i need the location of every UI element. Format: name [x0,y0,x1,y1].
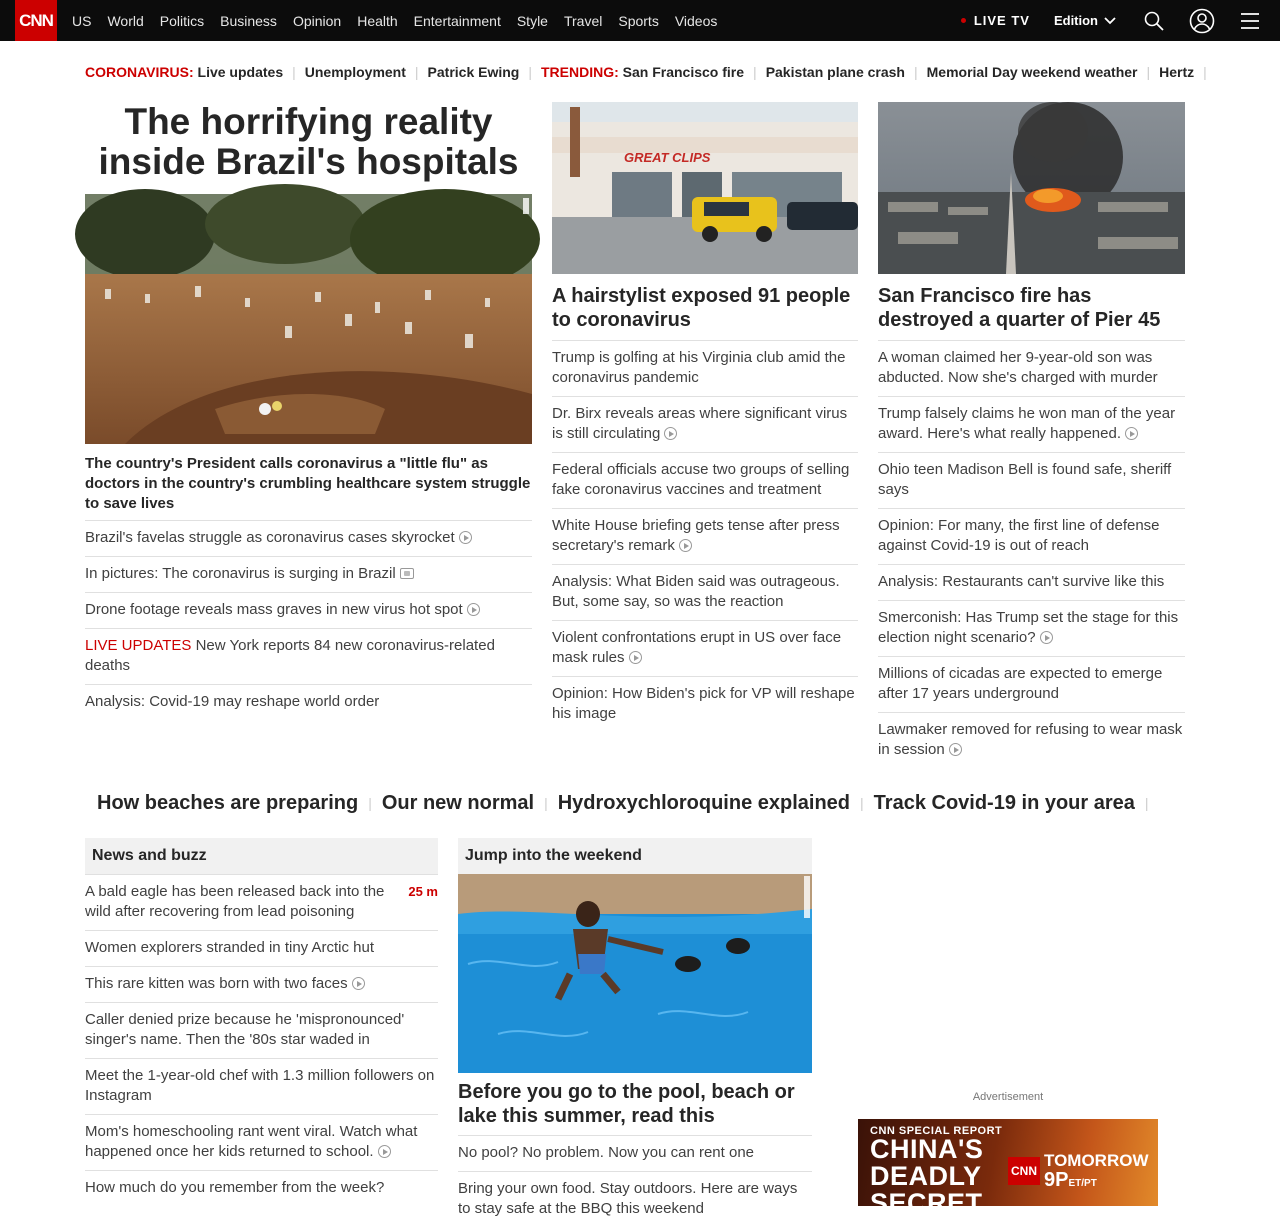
top-nav [0,0,1280,41]
second-list [552,340,858,732]
trending-link[interactable]: Memorial Day weekend weather [926,64,1138,80]
nav-item-style[interactable]: Style [516,12,548,29]
trending-link[interactable]: Hertz [1159,64,1195,80]
news-buzz-list [85,874,438,1206]
live-tv-label: LIVE TV [973,13,1030,28]
list-item-text: Dr. Birx reveals areas where significant virus is still circulating [552,405,848,442]
play-icon [664,427,677,440]
live-updates-label: LIVE UPDATES [85,637,192,654]
weekend-column [458,838,812,1227]
separator: | [368,795,372,811]
news-buzz-header: News and buzz [85,838,438,874]
play-icon [352,977,365,990]
ad-time-zone: ET/PT [1068,1178,1097,1189]
list-item-text: A bald eagle has been released back into the wild after recovering from lead poisoning [85,883,385,920]
list-item-text: Federal officials accuse two groups of selling fake coronavirus vaccines and treatment [552,461,850,498]
section-link[interactable]: How beaches are preparing [97,791,359,814]
list-item-text: Opinion: How Biden's pick for VP will reshape his image [552,685,855,722]
nav-item-us[interactable]: US [72,12,92,29]
edition-label: Edition [1053,13,1098,28]
list-item[interactable] [878,452,1185,508]
list-item-text: A woman claimed her 9-year-old son was abducted. Now she's charged with murder [878,349,1158,386]
list-item[interactable] [878,712,1185,768]
list-item-text: No pool? No problem. Now you can rent one [458,1144,755,1161]
live-dot-icon [961,18,966,23]
play-icon [629,651,642,664]
list-item[interactable] [552,340,858,396]
list-item[interactable] [458,1135,812,1171]
play-icon [1040,631,1053,644]
list-item-text: Drone footage reveals mass graves in new virus hot spot [85,601,463,618]
hairstylist-headline[interactable]: A hairstylist exposed 91 people to coronavirus [552,285,851,331]
weekend-header: Jump into the weekend [458,838,812,874]
list-item[interactable] [458,1171,812,1227]
list-item-text: New York reports 84 new coronavirus-related deaths [85,637,495,674]
list-item-text: Bring your own food. Stay outdoors. Here are ways to stay safe at the BBQ this weekend [458,1180,798,1217]
list-item-text: Trump is golfing at his Virginia club amid the coronavirus pandemic [552,349,846,386]
list-item-text: Women explorers stranded in tiny Arctic hut [85,939,375,956]
ad-title-line: DEADLY [870,1161,982,1191]
nav-item-opinion[interactable]: Opinion [292,12,342,29]
hero-list [85,520,532,720]
ad-time [1044,1169,1097,1192]
ad-kicker: CNN SPECIAL REPORT [870,1125,1003,1137]
gallery-icon [400,568,414,579]
list-item-text: Caller denied prize because he 'mispronounced' singer's name. Then the '80s star waded in [85,1011,405,1048]
section-links [97,790,1197,816]
trending-link[interactable]: San Francisco fire [622,64,745,80]
list-item-text: Meet the 1-year-old chef with 1.3 million followers on Instagram [85,1067,435,1104]
list-item[interactable] [85,1002,438,1058]
trending-link[interactable]: Unemployment [304,64,406,80]
list-item-text: Mom's homeschooling rant went viral. Watch what happened once her kids returned to school. [85,1123,418,1160]
nav-item-politics[interactable]: Politics [159,12,205,29]
trending-bar [85,62,1207,82]
storefront-sign: GREAT CLIPS [624,150,711,165]
list-item[interactable] [878,508,1185,564]
list-item-text: Violent confrontations erupt in US over face mask rules [552,629,842,666]
list-item[interactable] [552,508,858,564]
list-item[interactable] [878,600,1185,656]
list-item-text: Analysis: What Biden said was outrageous. But, some say, so was the reaction [552,573,840,610]
lead-column [85,102,532,720]
list-item[interactable] [878,340,1185,396]
ad-label: Advertisement [972,1091,1044,1103]
hero-image[interactable] [85,194,532,444]
cnn-logo[interactable]: CNN [15,0,57,41]
list-item[interactable] [552,620,858,676]
advertisement[interactable] [858,1119,1158,1218]
fire-headline[interactable]: San Francisco fire has destroyed a quarter of Pier 45 [878,285,1161,331]
list-item[interactable] [85,628,532,684]
third-column [878,102,1185,768]
second-column [552,102,858,732]
ad-title [870,1136,983,1217]
list-item-text: Analysis: Restaurants can't survive like this [878,573,1165,590]
list-item[interactable] [85,556,532,592]
nav-links [64,0,725,41]
nav-item-travel[interactable]: Travel [563,12,603,29]
chevron-down-icon [1104,17,1116,25]
separator: | [292,64,296,80]
ad-time-value: 9P [1044,1169,1069,1191]
list-item[interactable] [552,676,858,732]
hero-lead[interactable]: The country's President calls coronavirus a "little flu" as doctors in the country's crumbling healthcare system struggle to save lives [85,455,531,512]
weekend-headline[interactable]: Before you go to the pool, beach or lake this summer, read this [458,1081,795,1127]
fire-image[interactable] [878,102,1185,274]
nav-item-world[interactable]: World [107,12,144,29]
list-item[interactable] [85,684,532,720]
nav-item-business[interactable]: Business [220,12,277,29]
list-item-text: Millions of cicadas are expected to emerge after 17 years underground [878,665,1163,702]
separator: | [544,795,548,811]
play-icon [378,1145,391,1158]
separator: | [1203,64,1207,80]
trending-link[interactable]: Live updates [197,64,284,80]
list-item-text: Ohio teen Madison Bell is found safe, sheriff says [878,461,1172,498]
nav-item-sports[interactable]: Sports [618,12,659,29]
trending-link[interactable]: Patrick Ewing [427,64,520,80]
ad-title-line: SECRET [870,1188,983,1218]
list-item-text: Analysis: Covid-19 may reshape world order [85,693,380,710]
list-item[interactable] [878,396,1185,452]
list-item[interactable] [552,452,858,508]
hairstylist-image[interactable] [552,102,858,274]
section-link[interactable]: Hydroxychloroquine explained [557,791,851,814]
list-item-text: Smerconish: Has Trump set the stage for this election night scenario? [878,609,1179,646]
trending-label: TRENDING: [540,64,619,80]
separator: | [913,64,918,80]
list-item[interactable] [878,656,1185,712]
live-tv-link[interactable] [961,13,1030,28]
ad-title-line: CHINA'S [870,1134,984,1164]
search-icon[interactable] [1142,9,1166,33]
list-item[interactable] [85,874,438,930]
nav-item-health[interactable]: Health [357,12,398,29]
list-item[interactable] [85,966,438,1002]
ad-when: TOMORROW [1044,1151,1149,1170]
section-link[interactable]: Track Covid-19 in your area [873,791,1135,814]
separator: | [860,795,864,811]
trending-link[interactable]: Pakistan plane crash [765,64,905,80]
news-buzz-column [85,838,438,1206]
play-icon [949,743,962,756]
list-item-text: Opinion: For many, the first line of defense against Covid-19 is out of reach [878,517,1160,554]
third-list [878,340,1185,768]
separator: | [414,64,419,80]
list-item-text: How much do you remember from the week? [85,1179,385,1196]
edition-selector[interactable] [1054,13,1116,28]
list-item[interactable] [878,564,1185,600]
list-item[interactable] [85,1114,438,1170]
ad-cnn-logo: CNN [1008,1157,1040,1185]
separator: | [753,64,757,80]
play-icon [459,531,472,544]
list-item-text: In pictures: The coronavirus is surging in Brazil [85,565,396,582]
play-icon [467,603,480,616]
list-item[interactable] [85,1170,438,1206]
list-item[interactable] [85,930,438,966]
coronavirus-label: CORONAVIRUS: [85,64,194,80]
nav-item-videos[interactable]: Videos [674,12,718,29]
timestamp: 25 m [408,884,438,899]
hero-title[interactable]: The horrifying reality inside Brazil's hospitals [98,101,519,182]
play-icon [679,539,692,552]
list-item[interactable] [85,520,532,556]
list-item-text: Trump falsely claims he won man of the year award. Here's what really happened. [878,405,1176,442]
section-link[interactable]: Our new normal [381,791,535,814]
list-item-text: Brazil's favelas struggle as coronavirus cases skyrocket [85,529,455,546]
separator: | [1144,795,1149,811]
list-item[interactable] [85,1058,438,1114]
list-item[interactable] [552,396,858,452]
account-icon[interactable] [1190,9,1214,33]
weekend-list [458,1135,812,1227]
list-item-text: Lawmaker removed for refusing to wear mask in session [878,721,1183,758]
list-item-text: White House briefing gets tense after press secretary's remark [552,517,840,554]
nav-item-entertainment[interactable]: Entertainment [413,12,501,29]
list-item[interactable] [552,564,858,620]
play-icon [1125,427,1138,440]
list-item[interactable] [85,592,532,628]
menu-icon[interactable] [1238,9,1262,33]
list-item-text: This rare kitten was born with two faces [85,975,348,992]
separator: | [528,64,532,80]
pool-image[interactable] [458,874,812,1073]
separator: | [1146,64,1151,80]
nav-right [961,0,1280,41]
